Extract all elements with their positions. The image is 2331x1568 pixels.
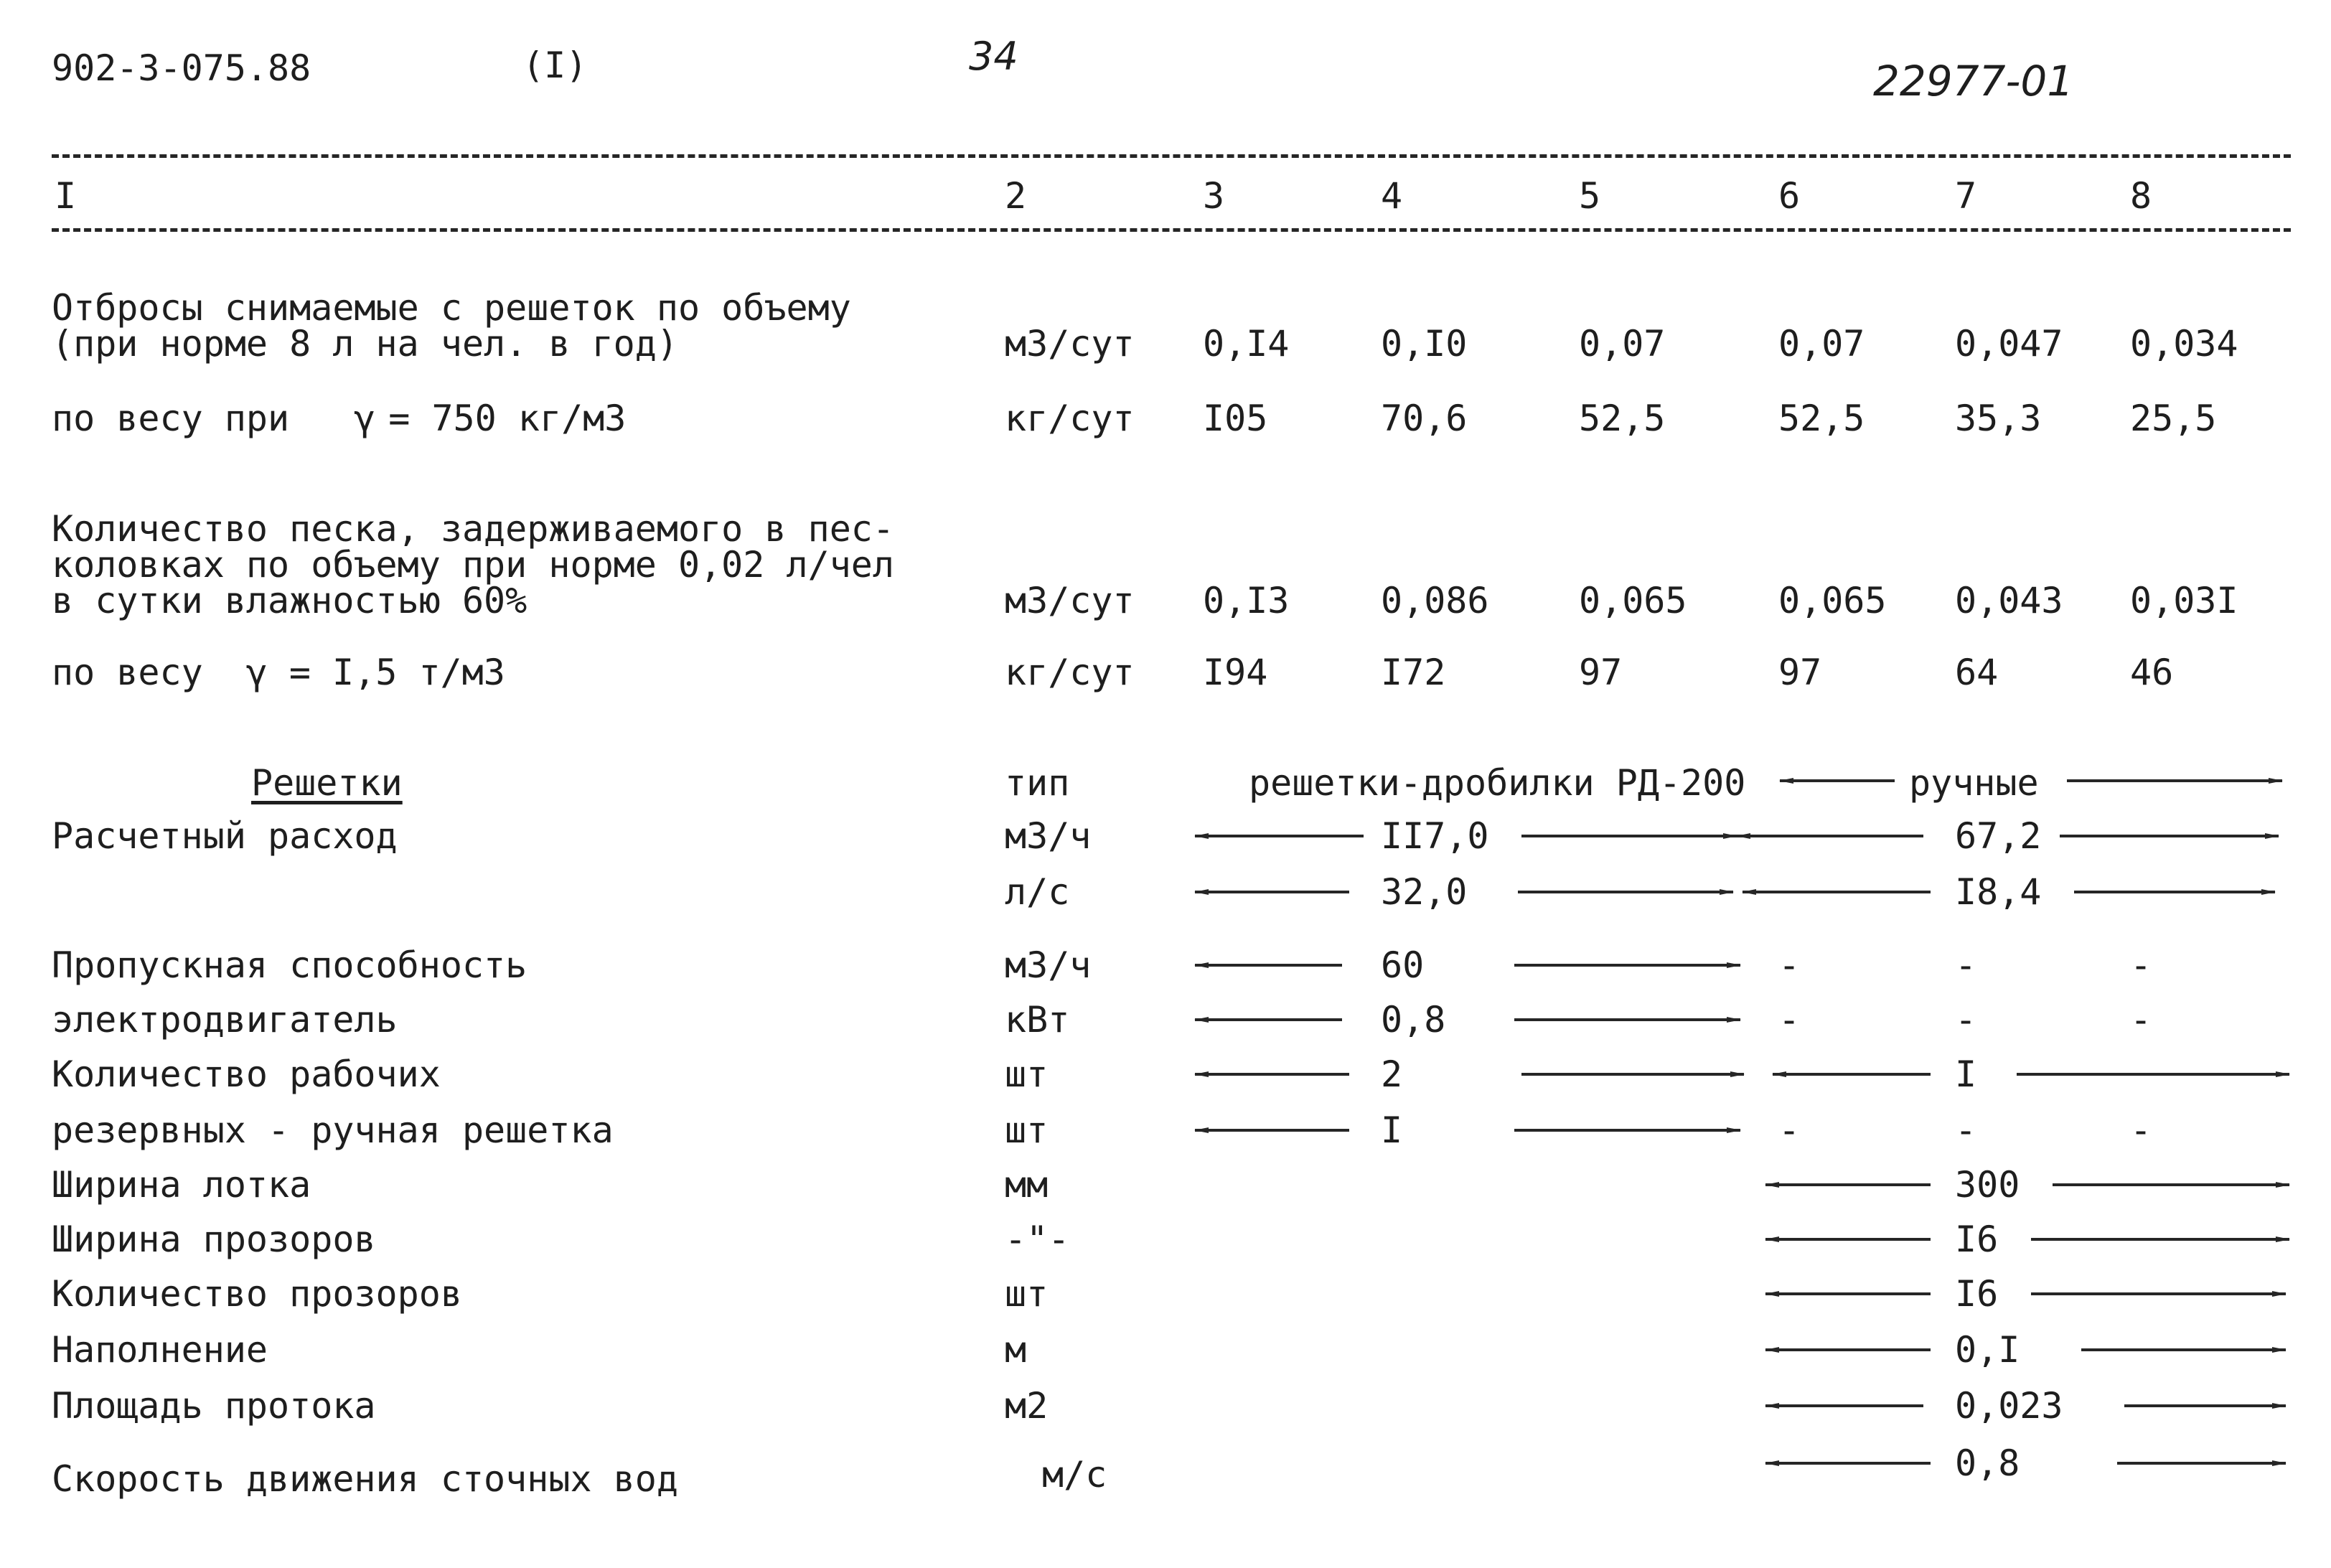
- waste-volume-col4: 0,I0: [1381, 323, 1468, 365]
- waste-weight-col5: 52,5: [1579, 398, 1666, 439]
- sand-weight-col5: 97: [1579, 652, 1623, 693]
- column-header-2: 2: [1005, 175, 1027, 217]
- gap-width-unit: -"-: [1005, 1219, 1070, 1260]
- waste-weight-col4: 70,6: [1381, 398, 1468, 439]
- capacity-col6-dash: -: [1778, 944, 1801, 986]
- flow-m3h-crushers: II7,0: [1381, 815, 1489, 857]
- fill-value: 0,I: [1955, 1329, 2020, 1371]
- tray-label: Ширина лотка: [52, 1164, 311, 1206]
- gamma-symbol: γ: [245, 652, 268, 693]
- grates-heading: Решетки: [251, 762, 403, 804]
- fill-unit: м: [1005, 1329, 1027, 1371]
- column-header-5: 5: [1579, 175, 1601, 217]
- waste-weight-col3: I05: [1203, 398, 1268, 439]
- waste-volume-unit: м3/сут: [1005, 323, 1135, 365]
- tray-unit: мм: [1005, 1164, 1049, 1206]
- page-number: 34: [969, 34, 1018, 79]
- waste-weight-label: по весу при γ = 750 кг/м3: [52, 398, 627, 439]
- reserve-value: I: [1381, 1109, 1403, 1151]
- waste-volume-col6: 0,07: [1778, 323, 1865, 365]
- motor-col7-dash: -: [1955, 999, 1977, 1041]
- speed-value: 0,8: [1955, 1442, 2020, 1484]
- sand-weight-label: по весу γ = I,5 т/м3: [52, 652, 505, 693]
- gap-count-label: Количество прозоров: [52, 1273, 462, 1315]
- flow-unit-m3h: м3/ч: [1005, 815, 1092, 857]
- sand-label-line-2: коловках по объему при норме 0,02 л/чел: [52, 544, 894, 586]
- motor-value: 0,8: [1381, 999, 1446, 1041]
- fill-label: Наполнение: [52, 1329, 268, 1371]
- waste-volume-col5: 0,07: [1579, 323, 1666, 365]
- area-unit: м2: [1005, 1385, 1049, 1427]
- grates-type-manual: ручные: [1909, 762, 2039, 804]
- waste-weight-col7: 35,3: [1955, 398, 2042, 439]
- column-header-4: 4: [1381, 175, 1403, 217]
- reserve-col7-dash: -: [1955, 1109, 1977, 1151]
- gap-width-value: I6: [1955, 1219, 1999, 1260]
- capacity-value: 60: [1381, 944, 1425, 986]
- grates-type-unit: тип: [1005, 762, 1070, 804]
- waste-volume-label-line-2: (при норме 8 л на чел. в год): [52, 323, 678, 365]
- sand-weight-col3: I94: [1203, 652, 1268, 693]
- column-header-6: 6: [1778, 175, 1801, 217]
- capacity-label: Пропускная способность: [52, 944, 527, 986]
- section-number: (I): [522, 44, 588, 86]
- flow-unit-ls: л/с: [1005, 871, 1070, 913]
- sand-weight-col6: 97: [1778, 652, 1822, 693]
- reserve-col8-dash: -: [2130, 1109, 2152, 1151]
- sand-weight-col7: 64: [1955, 652, 1999, 693]
- motor-label: электродвигатель: [52, 999, 398, 1041]
- sand-label-line-3: в сутки влажностью 60%: [52, 580, 527, 621]
- sand-volume-col5: 0,065: [1579, 580, 1687, 621]
- area-value: 0,023: [1955, 1385, 2063, 1427]
- flow-m3h-manual: 67,2: [1955, 815, 2042, 857]
- waste-volume-label-line-1: Отбросы снимаемые с решеток по объему: [52, 287, 851, 329]
- grates-type-crushers: решетки-дробилки РД-200: [1249, 762, 1746, 804]
- sand-volume-col6: 0,065: [1778, 580, 1887, 621]
- speed-unit: м/с: [1042, 1454, 1107, 1496]
- column-header-3: 3: [1203, 175, 1225, 217]
- motor-col6-dash: -: [1778, 999, 1801, 1041]
- gap-count-unit: шт: [1005, 1273, 1049, 1315]
- sand-volume-col7: 0,043: [1955, 580, 2063, 621]
- reserve-col6-dash: -: [1778, 1109, 1801, 1151]
- waste-volume-col3: 0,I4: [1203, 323, 1290, 365]
- working-crushers: 2: [1381, 1053, 1403, 1095]
- working-label: Количество рабочих: [52, 1053, 441, 1095]
- column-header-8: 8: [2130, 175, 2152, 217]
- doc-code: 902-3-075.88: [52, 47, 311, 89]
- waste-weight-unit: кг/сут: [1005, 398, 1135, 439]
- gamma-symbol: γ: [354, 398, 376, 439]
- working-unit: шт: [1005, 1053, 1049, 1095]
- sand-volume-col3: 0,I3: [1203, 580, 1290, 621]
- capacity-col8-dash: -: [2130, 944, 2152, 986]
- column-header-1: I: [55, 175, 77, 217]
- working-manual: I: [1955, 1053, 1977, 1095]
- sand-weight-unit: кг/сут: [1005, 652, 1135, 693]
- flow-label: Расчетный расход: [52, 815, 398, 857]
- flow-ls-manual: I8,4: [1955, 871, 2042, 913]
- sand-volume-unit: м3/сут: [1005, 580, 1135, 621]
- reserve-label: резервных - ручная решетка: [52, 1109, 614, 1151]
- speed-label: Скорость движения сточных вод: [52, 1458, 678, 1500]
- sand-weight-col8: 46: [2130, 652, 2174, 693]
- waste-weight-col8: 25,5: [2130, 398, 2217, 439]
- capacity-unit: м3/ч: [1005, 944, 1092, 986]
- motor-col8-dash: -: [2130, 999, 2152, 1041]
- stamp-number: 22977-01: [1873, 57, 2074, 105]
- flow-ls-crushers: 32,0: [1381, 871, 1468, 913]
- waste-weight-col6: 52,5: [1778, 398, 1865, 439]
- sand-volume-col8: 0,03I: [2130, 580, 2238, 621]
- capacity-col7-dash: -: [1955, 944, 1977, 986]
- tray-value: 300: [1955, 1164, 2020, 1206]
- column-header-7: 7: [1955, 175, 1977, 217]
- sand-label-line-1: Количество песка, задерживаемого в пес-: [52, 508, 894, 550]
- reserve-unit: шт: [1005, 1109, 1049, 1151]
- sand-volume-col4: 0,086: [1381, 580, 1489, 621]
- gap-count-value: I6: [1955, 1273, 1999, 1315]
- sand-weight-col4: I72: [1381, 652, 1446, 693]
- motor-unit: кВт: [1005, 999, 1070, 1041]
- waste-volume-col7: 0,047: [1955, 323, 2063, 365]
- area-label: Площадь протока: [52, 1385, 376, 1427]
- waste-volume-col8: 0,034: [2130, 323, 2238, 365]
- gap-width-label: Ширина прозоров: [52, 1219, 376, 1260]
